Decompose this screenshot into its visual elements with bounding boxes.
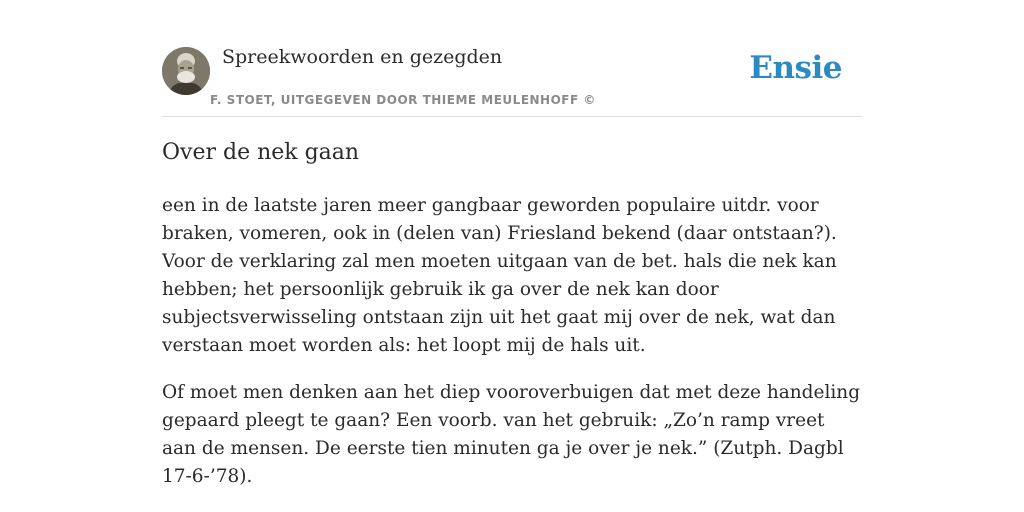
entry-body — [162, 192, 862, 510]
source-title[interactable]: Spreekwoorden en gezegden — [222, 46, 503, 68]
entry-paragraph: een in de laatste jaren meer gangbaar geworden populaire uitdr. voor braken, vomeren, ook in (delen van) Friesland bekend (daar ontstaan?). Voor de verklaring zal men moeten uitgaan van de bet. hals die nek kan hebben; het persoonlijk gebruik ik ga over de nek kan door subjectsverwisseling ontstaan zijn uit het gaat mij over de nek, wat dan verstaan moet worden als: het loopt mij de hals uit. — [162, 195, 837, 356]
author-portrait-icon[interactable] — [162, 47, 210, 95]
source-header — [162, 44, 862, 117]
entry-paragraph: Of moet men denken aan het diep vooroverbuigen dat met deze handeling gepaard pleegt te gaan? Een voorb. van het gebruik: „Zo’n ramp vreet aan de mensen. De eerste tien minuten ga je over je nek.” (Zutph. Dagbl 17-6-’78). — [162, 382, 861, 487]
entry-title: Over de nek gaan — [162, 140, 360, 165]
entry-card — [162, 0, 862, 512]
brand-logo[interactable]: Ensie — [749, 50, 842, 86]
source-credit: F. STOET, UITGEGEVEN DOOR THIEME MEULENHOFF © — [210, 93, 596, 107]
